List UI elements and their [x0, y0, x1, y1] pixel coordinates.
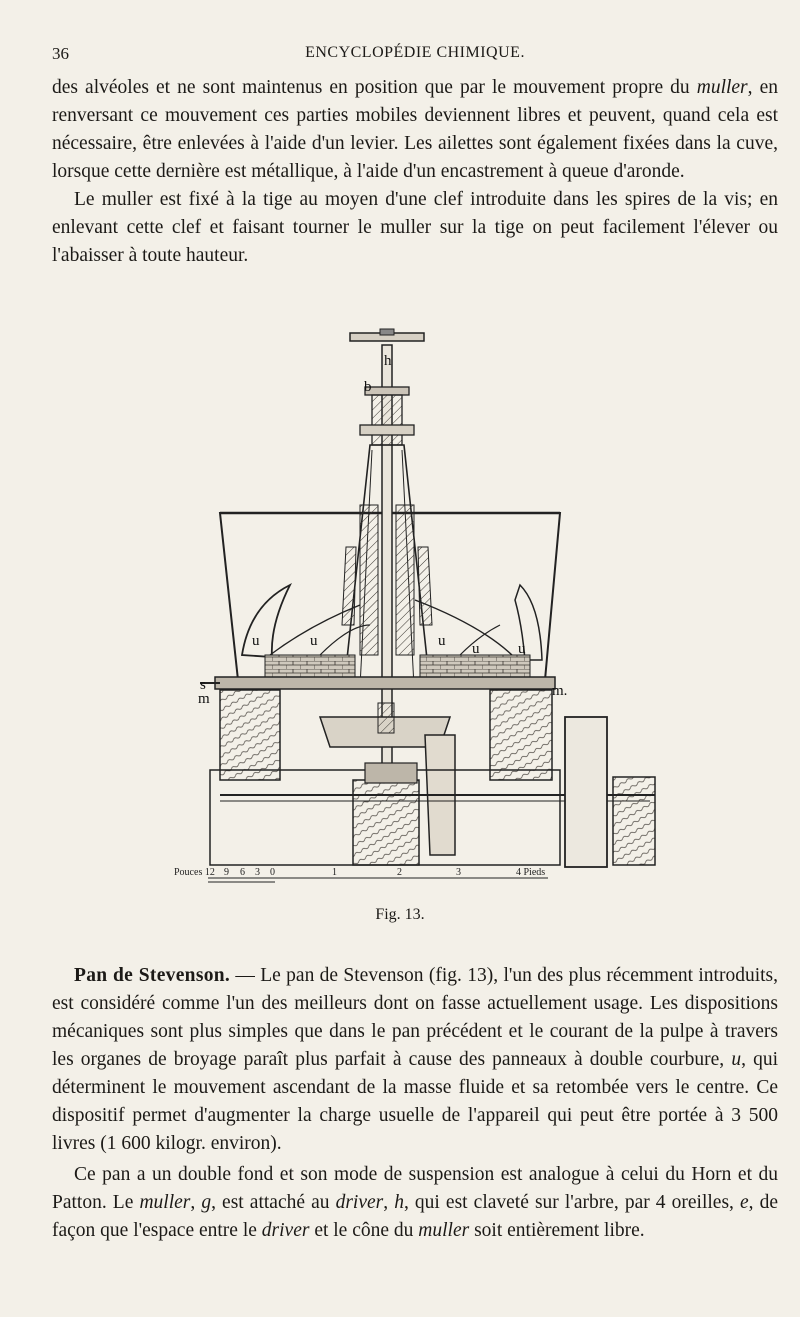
scale-tick: 1 [332, 867, 337, 878]
figure-caption: Fig. 13. [375, 906, 425, 923]
italic-term: driver [261, 1220, 310, 1241]
italic-term: e [740, 1192, 749, 1213]
scale-tick: 2 [397, 867, 402, 878]
running-title: ENCYCLOPÉDIE CHIMIQUE. [305, 44, 525, 61]
scale-tick: 9 [224, 867, 229, 878]
text-run: , [383, 1192, 395, 1213]
text-run: Ce pan a un double fond et son mode de suspension est analogue à celui du Horn et du Patton. Le [52, 1164, 778, 1213]
top-text-block [52, 74, 778, 270]
wood-support-right [490, 690, 552, 780]
italic-term: g [201, 1192, 212, 1213]
text-run: , qui déterminent le mouvement ascendant de la masse fluide et sa retombée vers le centre. Ce dispositif permet d'augmenter la charge usuelle de l'appareil qui peut être portée à 3 500 livres (1 600 kilogr. environ). [52, 1049, 779, 1154]
label-m-right: m. [552, 683, 568, 699]
label-u-2: u [310, 633, 318, 649]
screw-housing [372, 395, 402, 445]
italic-term: u [731, 1049, 742, 1070]
scale-tick: 3 [456, 867, 461, 878]
paragraph-stevenson [52, 962, 778, 1158]
label-u-1: u [252, 633, 260, 649]
paragraph-muller: Le muller est fixé à la tige au moyen d'une clef introduite dans les spires de la vis; en enlevant cette clef et faisant tourner le muller sur la tige on peut facilement l'élever ou l'abaisser à toute hauteur. [52, 189, 778, 266]
italic-term: h [394, 1192, 404, 1213]
center-foot [353, 780, 419, 865]
wood-support-left [220, 690, 280, 780]
dies-right [420, 655, 530, 677]
scale-label-left: Pouces 12 [174, 867, 215, 878]
label-u-5: u [518, 641, 526, 657]
italic-term: muller [139, 1192, 191, 1213]
label-h: h [384, 353, 392, 369]
italic-term: driver [335, 1192, 384, 1213]
text-run: , en renversant ce mouvement ces parties mobiles deviennent libres et peuvent, quand cela est nécessaire, être enlevées à l'aide d'un levier. Les ailettes sont également fixées dans la cuve, lorsque cette dernière est métallique, à l'aide d'un encastrement à queue d'aronde. [52, 77, 778, 182]
text-run: , qui est claveté sur l'arbre, par 4 oreilles, [403, 1192, 740, 1213]
text-run: , [190, 1192, 202, 1213]
paragraph-continuation [52, 74, 778, 186]
bottom-text-block [52, 962, 778, 1245]
engraving-drawing [160, 325, 660, 895]
text-run: soit entièrement libre. [469, 1220, 645, 1241]
scale-tick: 3 [255, 867, 260, 878]
dies-left [265, 655, 355, 677]
label-u-3: u [438, 633, 446, 649]
paragraph-double-fond [52, 1161, 778, 1245]
section-runin: Pan de Stevenson. [74, 965, 231, 986]
text-run: des alvéoles et ne sont maintenus en position que par le mouvement propre du [52, 77, 697, 98]
label-s: s [200, 677, 206, 693]
page-number: 36 [52, 44, 69, 63]
pulley [565, 717, 607, 867]
italic-term: muller [418, 1220, 470, 1241]
label-b: b [364, 379, 372, 395]
base-plate [215, 677, 555, 689]
text-run: — Le pan de Stevenson (fig. 13), l'un des plus récemment introduits, est considéré comme l'un des meilleurs dont on fasse actuellement usage. Les dispositions mécaniques sont plus simples que dans le pan précédent et le courant de la pulpe à travers les organes de broyage paraît plus parfait à cause des panneaux à double courbure, [52, 965, 778, 1070]
text-run: , de façon que l'espace entre le [52, 1192, 779, 1241]
text-run: , est attaché au [211, 1192, 336, 1213]
scale-label-right: 4 Pieds [516, 867, 546, 878]
figure-stevenson-pan [160, 325, 660, 895]
pulley-bearing [613, 777, 655, 865]
page-header [52, 44, 778, 70]
scale-tick: 6 [240, 867, 245, 878]
text-run: et le cône du [309, 1220, 419, 1241]
label-u-4: u [472, 641, 480, 657]
scale-tick: 0 [270, 867, 275, 878]
label-m: m [198, 691, 210, 707]
italic-term: muller [696, 77, 748, 98]
